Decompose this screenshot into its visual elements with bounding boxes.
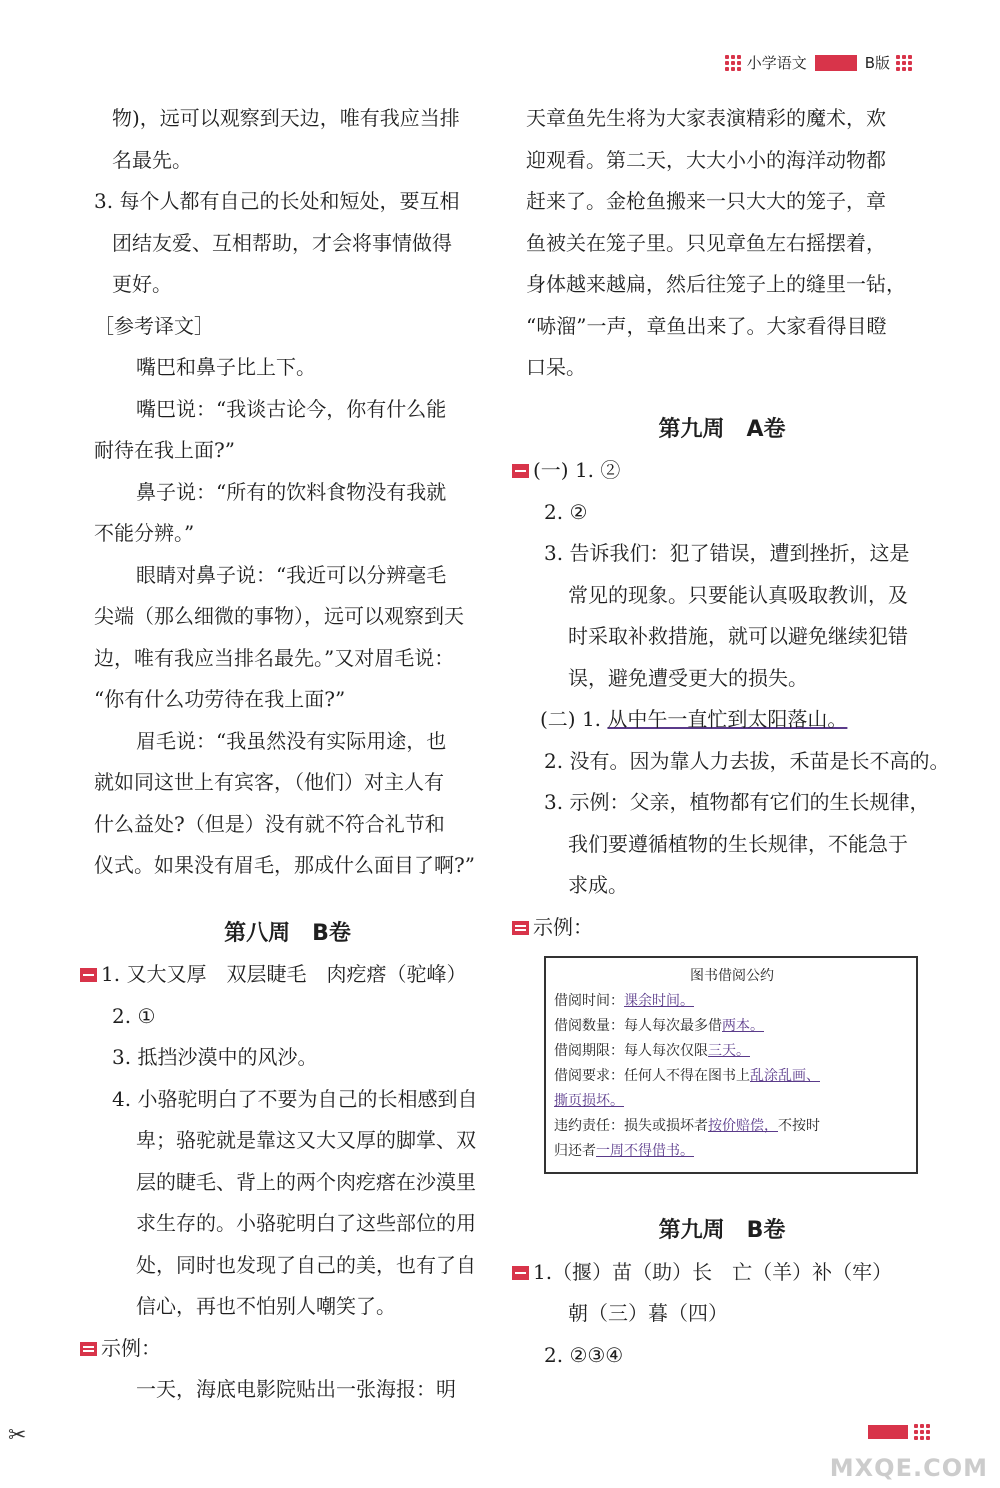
text-line: 嘴巴说：“我谈古论今，你有什么能 bbox=[136, 396, 447, 421]
part-two-icon bbox=[80, 1342, 97, 1356]
answer-line: 信心，再也不怕别人嘲笑了。 bbox=[136, 1294, 396, 1318]
answer-line: 误，避免遭受更大的损失。 bbox=[568, 665, 808, 690]
scissors-icon: ✂ bbox=[8, 1423, 27, 1448]
header-edition: B版 bbox=[864, 54, 890, 72]
section-heading: 第八周 B卷 bbox=[224, 920, 351, 946]
rule-row: 借阅期限：每人每次仅限三天。 bbox=[554, 1043, 750, 1059]
text-line: “哧溜”一声，章鱼出来了。大家看得目瞪 bbox=[526, 313, 887, 338]
text-line: 眉毛说：“我虽然没有实际用途，也 bbox=[136, 728, 447, 753]
text-line: 天章鱼先生将为大家表演精彩的魔术，欢 bbox=[526, 106, 886, 130]
part-two-icon bbox=[512, 921, 529, 935]
answer-line: 示例： bbox=[80, 1328, 495, 1370]
text-line: 嘴巴和鼻子比上下。 bbox=[136, 355, 316, 379]
box-title: 图书借阅公约 bbox=[690, 968, 774, 984]
answer-line: 求生存的。小骆驼明白了这些部位的用 bbox=[136, 1211, 476, 1235]
answer-line: 4. 小骆驼明白了不要为自己的长相感到自 bbox=[112, 1086, 478, 1111]
rule-row: 撕页损坏。 bbox=[554, 1093, 624, 1109]
text-line: 眼睛对鼻子说：“我近可以分辨毫毛 bbox=[136, 562, 447, 587]
text-line: 口呆。 bbox=[526, 355, 586, 379]
rule-row: 借阅数量：每人每次最多借两本。 bbox=[554, 1018, 764, 1034]
right-column bbox=[512, 98, 950, 1376]
text-line: “你有什么功劳待在我上面?” bbox=[94, 687, 346, 711]
rule-row: 借阅时间：课余时间。 bbox=[554, 993, 694, 1009]
part-one-icon bbox=[512, 1266, 529, 1280]
watermark: MXQE.COM bbox=[829, 1454, 988, 1482]
page-header bbox=[725, 52, 912, 73]
section-label: ［参考译文］ bbox=[94, 313, 214, 338]
text-line: 耐待在我上面?” bbox=[94, 438, 235, 462]
text-line: 不能分辨。” bbox=[94, 521, 195, 545]
text-line: 名最先。 bbox=[112, 147, 192, 172]
text-line: 鱼被关在笼子里。只见章鱼左右摇摆着， bbox=[526, 230, 886, 255]
text-line: 更好。 bbox=[112, 272, 172, 296]
text-line: 团结友爱、互相帮助，才会将事情做得 bbox=[112, 230, 452, 255]
dots-decoration-icon bbox=[914, 1424, 930, 1440]
text-line: 尖端（那么细微的事物），远可以观察到天 bbox=[94, 604, 464, 628]
answer-line: (二) 1. 从中午一直忙到太阳落山。 bbox=[540, 707, 848, 731]
text-line: 迎观看。第二天，大大小小的海洋动物都 bbox=[526, 147, 886, 172]
section-heading: 第九周 B卷 bbox=[658, 1218, 786, 1243]
section-heading: 第九周 A卷 bbox=[658, 416, 786, 442]
text-line: 赶来了。金枪鱼搬来一只大大的笼子，章 bbox=[526, 189, 886, 213]
text-line: 一天，海底电影院贴出一张海报：明 bbox=[136, 1377, 456, 1401]
text-line: 3. 每个人都有自己的长处和短处，要互相 bbox=[94, 189, 460, 213]
answer-line: 层的睫毛、背上的两个肉疙瘩在沙漠里 bbox=[136, 1169, 476, 1194]
answer-line: 2. ② bbox=[544, 499, 588, 524]
corner-bar bbox=[868, 1425, 908, 1439]
answer-line: 3. 示例：父亲，植物都有它们的生长规律， bbox=[544, 790, 930, 814]
rule-row: 归还者一周不得借书。 bbox=[554, 1143, 694, 1159]
answer-line: 常见的现象。只要能认真吸取教训，及 bbox=[568, 582, 908, 607]
answer-line: 时采取补救措施，就可以避免继续犯错 bbox=[568, 624, 908, 648]
answer-line: 1.（揠）苗（助）长 亡（羊）补（牢） bbox=[512, 1252, 932, 1294]
library-rules-box bbox=[544, 956, 918, 1174]
rule-row: 违约责任：损失或损坏者按价赔偿，不按时 bbox=[554, 1118, 820, 1134]
text-line: 就如同这世上有宾客，（他们）对主人有 bbox=[94, 770, 444, 794]
text-line: 仪式。如果没有眉毛，那成什么面目了啊?” bbox=[94, 853, 475, 877]
dots-decoration-icon bbox=[725, 55, 741, 71]
left-column bbox=[80, 98, 495, 1411]
answer-line: 3. 抵挡沙漠中的风沙。 bbox=[112, 1045, 318, 1069]
text-line: 边，唯有我应当排名最先。”又对眉毛说： bbox=[94, 645, 455, 670]
answer-line: 处，同时也发现了自己的美，也有了自 bbox=[136, 1252, 476, 1277]
answer-line: 2. ① bbox=[112, 1003, 156, 1028]
answer-line: 求成。 bbox=[568, 873, 628, 897]
answer-line: 3. 告诉我们：犯了错误，遭到挫折，这是 bbox=[544, 541, 910, 565]
answer-line: 朝（三）暮（四） bbox=[568, 1301, 728, 1325]
header-badge bbox=[815, 55, 857, 71]
part-one-icon bbox=[80, 968, 97, 982]
text-line: 鼻子说：“所有的饮料食物没有我就 bbox=[136, 479, 447, 504]
page-corner-decoration bbox=[868, 1424, 930, 1440]
dots-decoration-icon bbox=[896, 55, 912, 71]
text-line: 物)，远可以观察到天边，唯有我应当排 bbox=[112, 106, 460, 130]
header-title: 小学语文 bbox=[746, 54, 807, 72]
text-line: 身体越来越扁，然后往笼子上的缝里一钻， bbox=[526, 272, 906, 296]
answer-line: 2. 没有。因为靠人力去拔，禾苗是长不高的。 bbox=[544, 748, 950, 773]
answer-line: 卑；骆驼就是靠这又大又厚的脚掌、双 bbox=[136, 1128, 476, 1152]
answer-line: 2. ②③④ bbox=[544, 1342, 624, 1367]
text-line: 什么益处?（但是）没有就不符合礼节和 bbox=[94, 811, 445, 836]
answer-line: (一) 1. ② bbox=[512, 450, 932, 492]
rule-row: 借阅要求：任何人不得在图书上乱涂乱画、 bbox=[554, 1068, 820, 1084]
answer-line: 示例： bbox=[512, 907, 932, 949]
answer-line: 1. 又大又厚 双层睫毛 肉疙瘩（驼峰） bbox=[80, 954, 495, 996]
part-one-icon bbox=[512, 464, 529, 478]
answer-line: 我们要遵循植物的生长规律，不能急于 bbox=[568, 831, 908, 856]
